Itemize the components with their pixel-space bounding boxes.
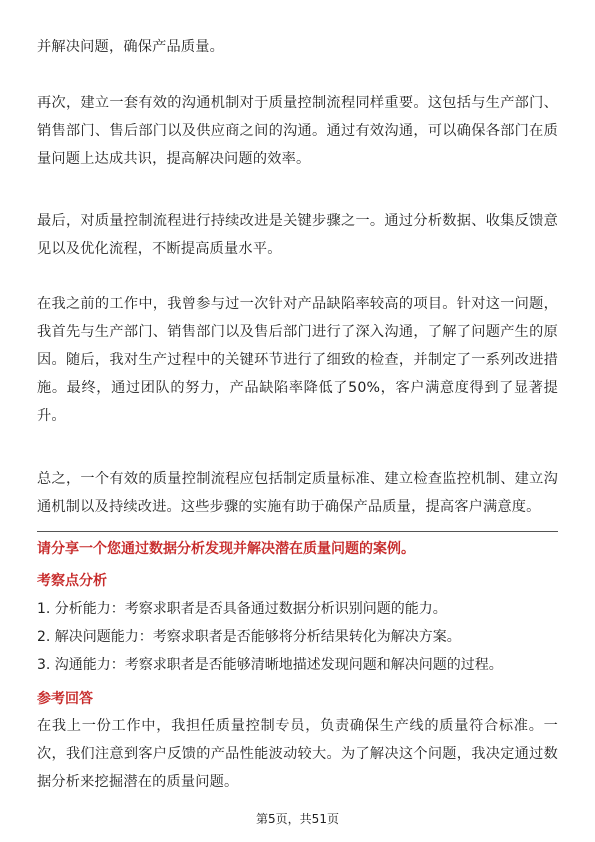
paragraph-experience: 在我之前的工作中，我曾参与过一次针对产品缺陷率较高的项目。针对这一问题，我首先与生产部门、销售部门以及售后部门进行了深入沟通，了解了问题产生的原因。随后，我对生产过程中的关键环节进行了细致的检查，并制定了一系列改进措施。最终，通过团队的努力，产品缺陷率降低了50%，客户满意度得到了显著提升。 xyxy=(37,296,558,424)
answer-text: 在我上一份工作中，我担任质量控制专员，负责确保生产线的质量符合标准。一次，我们注意到客户反馈的产品性能波动较大。为了解决这个问题，我决定通过数据分析来挖掘潜在的质量问题。 xyxy=(37,718,558,790)
paragraph-improvement: 最后，对质量控制流程进行持续改进是关键步骤之一。通过分析数据、收集反馈意见以及优化流程，不断提高质量水平。 xyxy=(37,213,558,257)
interview-question: 请分享一个您通过数据分析发现并解决潜在质量问题的案例。 xyxy=(37,541,415,557)
analysis-item: 1. 分析能力：考察求职者是否具备通过数据分析识别问题的能力。 xyxy=(37,601,447,617)
analysis-title: 考察点分析 xyxy=(37,573,107,589)
answer-title: 参考回答 xyxy=(37,691,93,707)
analysis-item: 2. 解决问题能力：考察求职者是否能够将分析结果转化为解决方案。 xyxy=(37,629,461,645)
section-divider xyxy=(37,531,558,532)
paragraph-communication: 再次，建立一套有效的沟通机制对于质量控制流程同样重要。这包括与生产部门、销售部门、售后部门以及供应商之间的沟通。通过有效沟通，可以确保各部门在质量问题上达成共识，提高解决问题的效率。 xyxy=(37,95,558,167)
paragraph-continuation: 并解决问题，确保产品质量。 xyxy=(37,39,225,55)
paragraph-summary: 总之，一个有效的质量控制流程应包括制定质量标准、建立检查监控机制、建立沟通机制以及持续改进。这些步骤的实施有助于确保产品质量，提高客户满意度。 xyxy=(37,471,558,515)
analysis-item: 3. 沟通能力：考察求职者是否能够清晰地描述发现问题和解决问题的过程。 xyxy=(37,657,503,673)
page-number: 第5页，共51页 xyxy=(256,812,339,826)
